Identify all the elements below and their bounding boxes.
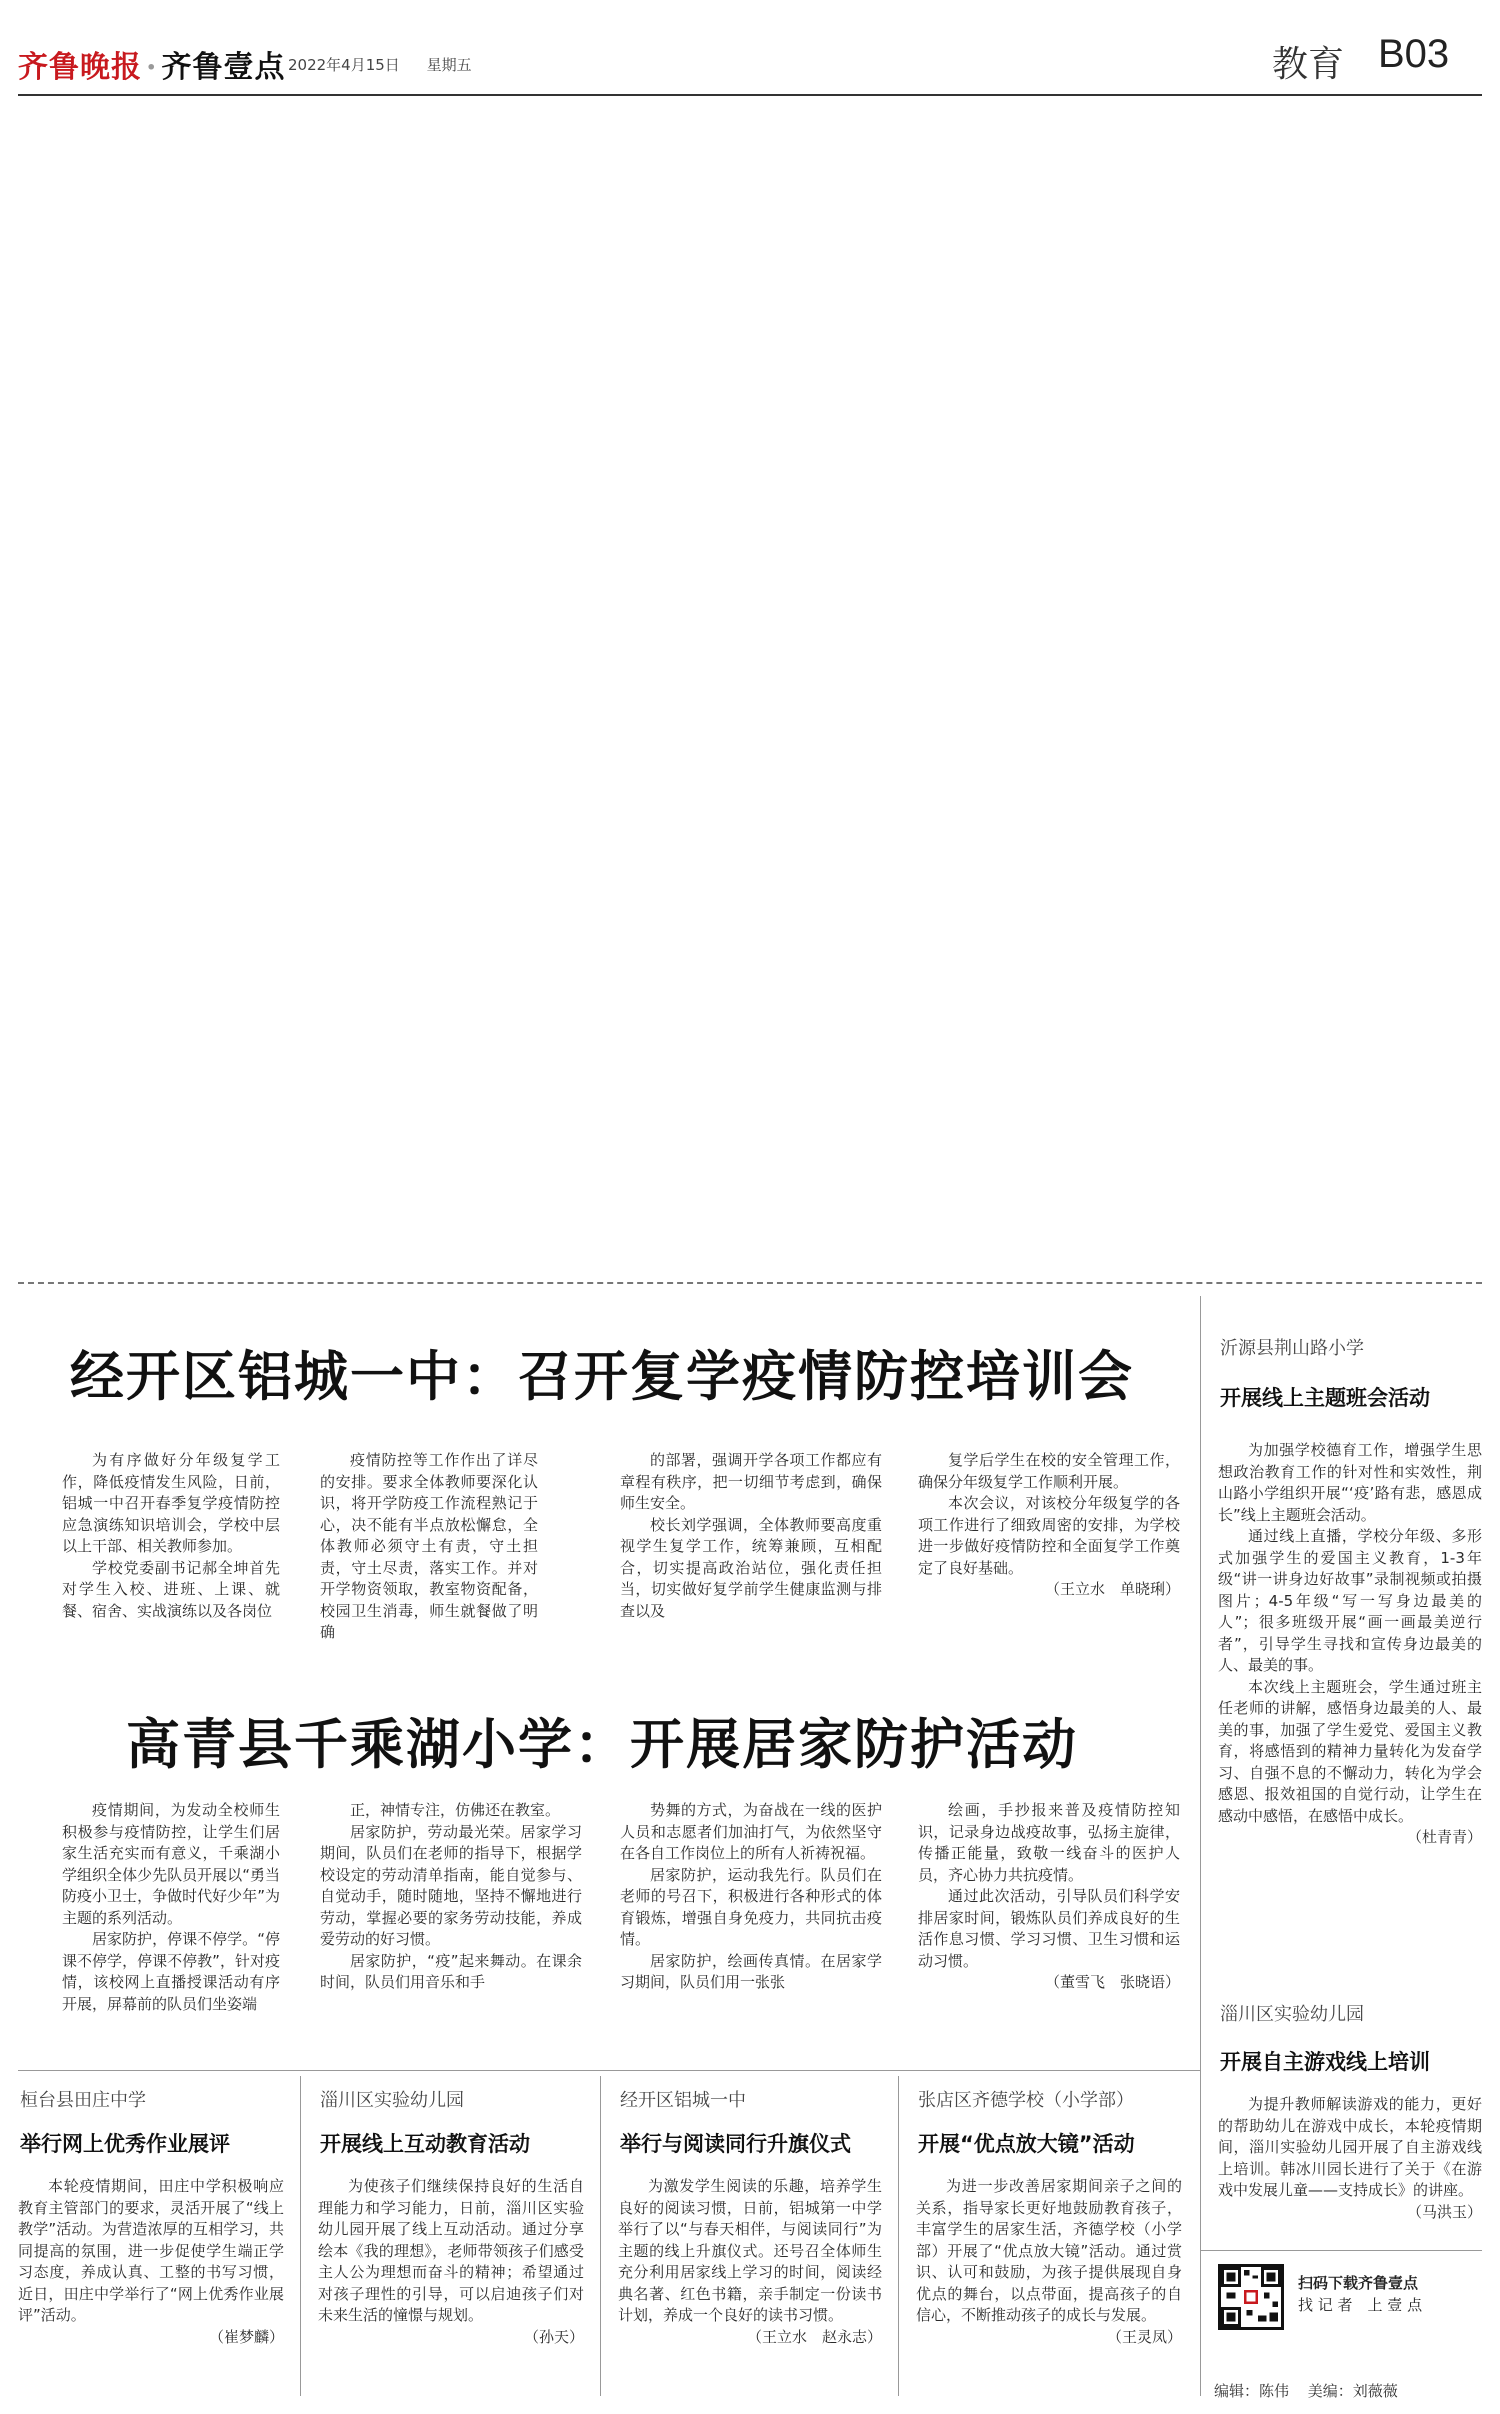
article1-col4	[918, 1450, 1180, 1601]
paragraph: 为激发学生阅读的乐趣，培养学生良好的阅读习惯，日前，铝城第一中学举行了以“与春天相伴，与阅读同行”为主题的线上升旗仪式。还号召全体师生充分利用居家线上学习的时间，阅读经典名著、红色书籍，亲手制定一份读书计划，养成一个良好的读书习惯。	[618, 2177, 882, 2324]
article1-col2-text	[320, 1450, 538, 1644]
article2-col2-text	[320, 1800, 582, 1994]
brand-secondary: 齐鲁壹点	[161, 50, 286, 85]
bottom-col-divider-3	[898, 2076, 899, 2396]
article2-col1-text	[62, 1800, 280, 2015]
brand-primary: 齐鲁晚报	[18, 50, 142, 85]
article1-byline: （王立水 单晓琍）	[1044, 1580, 1180, 1598]
sidebar2-title: 开展自主游戏线上培训	[1220, 2050, 1430, 2074]
story1-text	[18, 2176, 284, 2327]
story3-kicker: 经开区铝城一中	[620, 2090, 746, 2111]
sidebar1-byline: （杜青青）	[1406, 1828, 1482, 1846]
story3-title: 举行与阅读同行升旗仪式	[620, 2132, 851, 2156]
paragraph: 绘画，手抄报来普及疫情防控知识，记录身边战疫故事，弘扬主旋律，传播正能量，致敬一线奋斗的医护人员，齐心协力共抗疫情。	[918, 1801, 1180, 1884]
story4-byline: （王灵凤）	[1106, 2327, 1182, 2346]
article1-col3-text	[620, 1450, 882, 1622]
paragraph: 疫情防控等工作作出了详尽的安排。要求全体教师要深化认识，将开学防疫工作流程熟记于心，决不能有半点放松懈怠，全体教师必须守土有责，守土担责，守土尽责，落实工作。并对开学物资领取，教室物资配备，校园卫生消毒，师生就餐做了明确	[320, 1451, 538, 1641]
paragraph: 的部署，强调开学各项工作都应有章程有秩序，把一切细节考虑到，确保师生安全。	[620, 1451, 882, 1512]
footer-credits	[1214, 2380, 1412, 2401]
paragraph: 通过线上直播，学校分年级、多形式加强学生的爱国主义教育，1-3年级“讲一讲身边好故事”录制视频或拍摄图片；4-5年级“写一写身边最美的人”；很多班级开展“画一画最美逆行者”，引导学生寻找和宣传身边最美的人、最美的事。	[1218, 1527, 1482, 1674]
paragraph: 通过此次活动，引导队员们科学安排居家时间，锻炼队员们养成良好的生活作息习惯、学习习惯、卫生习惯和运动习惯。	[918, 1887, 1180, 1970]
story2-kicker: 淄川区实验幼儿园	[320, 2090, 464, 2111]
story1-title: 举行网上优秀作业展评	[20, 2132, 230, 2156]
paragraph: 为加强学校德育工作，增强学生思想政治教育工作的针对性和实效性，荆山路小学组织开展“‘疫’路有悲，感恩成长”线上主题班会活动。	[1218, 1441, 1482, 1524]
paragraph: 为有序做好分年级复学工作，降低疫情发生风险，日前，铝城一中召开春季复学疫情防控应急演练知识培训会，学校中层以上干部、相关教师参加。	[62, 1451, 280, 1555]
paragraph: 学校党委副书记郝全坤首先对学生入校、进班、上课、就餐、宿舍、实战演练以及各岗位	[62, 1558, 280, 1620]
paragraph: 正，神情专注，仿佛还在教室。	[350, 1801, 561, 1819]
designer-credit: 美编：刘薇薇	[1307, 2382, 1398, 2400]
issue-info	[288, 54, 494, 75]
story4-text	[916, 2176, 1182, 2327]
sidebar2-text	[1218, 2094, 1482, 2202]
paragraph: 校长刘学强调，全体教师要高度重视学生复学工作，统筹兼顾，互相配合，切实提高政治站位，强化责任担当，切实做好复学前学生健康监测与排查以及	[620, 1515, 882, 1620]
article2-col2	[320, 1800, 582, 1994]
article1-col3	[620, 1450, 882, 1622]
story1-body	[18, 2176, 284, 2348]
paragraph: 本次会议，对该校分年级复学的各项工作进行了细致周密的安排，为学校进一步做好疫情防控和全面复学工作奠定了良好基础。	[918, 1494, 1180, 1577]
paragraph: 复学后学生在校的安全管理工作，确保分年级复学工作顺利开展。	[918, 1451, 1180, 1491]
qr-section-rule	[1200, 2250, 1482, 2251]
paragraph: 本轮疫情期间，田庄中学积极响应教育主管部门的要求，灵活开展了“线上教学”活动。为营造浓厚的互相学习，共同提高的氛围，进一步促使学生端正学习态度，养成认真、工整的书写习惯，近日，田庄中学举行了“网上优秀作业展评”活动。	[18, 2177, 284, 2324]
story2-text	[318, 2176, 584, 2327]
qr-caption-line1: 扫码下载齐鲁壹点	[1298, 2274, 1419, 2292]
paragraph: 为进一步改善居家期间亲子之间的关系，指导家长更好地鼓励教育孩子，丰富学生的居家生活，齐德学校（小学部）开展了“优点放大镜”活动。通过赏识、认可和鼓励，为孩子提供展现自身优点的舞台，以点带面，提高孩子的自信心，不断推动孩子的成长与发展。	[916, 2177, 1182, 2324]
paragraph: 居家防护，停课不停学。“停课不停学，停课不停教”，针对疫情，该校网上直播授课活动有序开展，屏幕前的队员们坐姿端	[62, 1930, 280, 2013]
story1-kicker: 桓台县田庄中学	[20, 2090, 146, 2111]
blank-ad-space	[18, 100, 1482, 1276]
masthead-rule	[18, 94, 1482, 96]
story4-kicker: 张店区齐德学校（小学部）	[918, 2090, 1134, 2111]
sidebar2-byline: （马洪玉）	[1406, 2202, 1482, 2221]
paragraph: 本次线上主题班会，学生通过班主任老师的讲解，感悟身边最美的人、最美的事，加强了学生爱党、爱国主义教育，将感悟到的精神力量转化为发奋学习、自强不息的不懈动力，转化为学会感恩、报效祖国的自觉行动，让学生在感动中感悟，在感悟中成长。	[1218, 1677, 1482, 1825]
brand-separator: ·	[146, 50, 158, 85]
qr-caption-line2: 找 记 者 上 壹 点	[1298, 2296, 1423, 2314]
bottom-col-divider-1	[300, 2076, 301, 2396]
article2-col1	[62, 1800, 280, 2015]
dashed-divider	[18, 1282, 1482, 1284]
story2-byline: （孙天）	[523, 2327, 584, 2346]
sidebar1-kicker: 沂源县荆山路小学	[1220, 1338, 1364, 1359]
story4-body	[916, 2176, 1182, 2348]
newspaper-logo	[18, 42, 285, 86]
paragraph: 疫情期间，为发动全校师生积极参与疫情防控，让学生们居家生活充实而有意义，千乘湖小学组织全体少先队员开展以“勇当防疫小卫士，争做时代好少年”为主题的系列活动。	[62, 1801, 280, 1927]
editor-credit: 编辑：陈伟	[1214, 2382, 1290, 2400]
story1-byline: （崔梦麟）	[208, 2327, 284, 2346]
story3-body	[618, 2176, 882, 2348]
article2-col4	[918, 1800, 1180, 1994]
story3-byline: （王立水 赵永志）	[746, 2327, 882, 2346]
story3-text	[618, 2176, 882, 2327]
sidebar2-kicker: 淄川区实验幼儿园	[1220, 2004, 1364, 2025]
issue-date: 2022年4月15日	[288, 56, 400, 74]
sidebar2-body	[1218, 2094, 1482, 2223]
paragraph: 居家防护，劳动最光荣。居家学习期间，队员们在老师的指导下，根据学校设定的劳动清单指南，能自觉参与、自觉动手，随时随地，坚持不懈地进行劳动，掌握必要的家务劳动技能，养成爱劳动的好习惯。	[320, 1822, 582, 1948]
qr-code-icon[interactable]	[1218, 2264, 1284, 2330]
qr-caption	[1298, 2272, 1422, 2316]
article2-col4-text	[918, 1800, 1180, 1972]
paragraph: 居家防护，绘画传真情。在居家学习期间，队员们用一张张	[620, 1951, 882, 1991]
article1-col2	[320, 1450, 538, 1644]
article2-col3	[620, 1800, 882, 1994]
article1-col1	[62, 1450, 280, 1622]
paragraph: 居家防护，“疫”起来舞动。在课余时间，队员们用音乐和手	[320, 1951, 582, 1991]
story4-title: 开展“优点放大镜”活动	[918, 2132, 1135, 2156]
page-number: B03	[1378, 32, 1450, 76]
article2-headline: 高青县千乘湖小学：开展居家防护活动	[126, 1712, 1078, 1776]
section-label: 教育	[1272, 44, 1345, 85]
sidebar-divider	[1200, 1296, 1201, 2396]
sidebar1-body	[1218, 1440, 1482, 1849]
bottom-col-divider-2	[600, 2076, 601, 2396]
article2-col3-text	[620, 1800, 882, 1994]
sidebar1-text	[1218, 1440, 1482, 1827]
masthead	[0, 0, 1500, 96]
article1-col4-text	[918, 1450, 1180, 1579]
paragraph: 势舞的方式，为奋战在一线的医护人员和志愿者们加油打气，为依然坚守在各自工作岗位上的所有人祈祷祝福。	[620, 1801, 882, 1862]
article2-byline: （董雪飞 张晓语）	[1044, 1973, 1180, 1991]
paragraph: 为使孩子们继续保持良好的生活自理能力和学习能力，日前，淄川区实验幼儿园开展了线上互动活动。通过分享绘本《我的理想》，老师带领孩子们感受主人公为理想而奋斗的精神；希望通过对孩子理性的引导，可以启迪孩子们对未来生活的憧憬与规划。	[318, 2177, 584, 2324]
article1-col1-text	[62, 1450, 280, 1622]
story2-title: 开展线上互动教育活动	[320, 2132, 530, 2156]
issue-weekday: 星期五	[426, 56, 472, 74]
bottom-section-rule	[18, 2070, 1200, 2071]
paragraph: 居家防护，运动我先行。队员们在老师的号召下，积极进行各种形式的体育锻炼，增强自身免疫力，共同抗击疫情。	[620, 1865, 882, 1948]
article1-headline: 经开区铝城一中：召开复学疫情防控培训会	[70, 1344, 1134, 1408]
story2-body	[318, 2176, 584, 2348]
sidebar1-title: 开展线上主题班会活动	[1220, 1386, 1430, 1410]
paragraph: 为提升教师解读游戏的能力，更好的帮助幼儿在游戏中成长，本轮疫情期间，淄川实验幼儿园开展了自主游戏线上培训。韩冰川园长进行了关于《在游戏中发展儿童——支持成长》的讲座。	[1218, 2095, 1482, 2199]
